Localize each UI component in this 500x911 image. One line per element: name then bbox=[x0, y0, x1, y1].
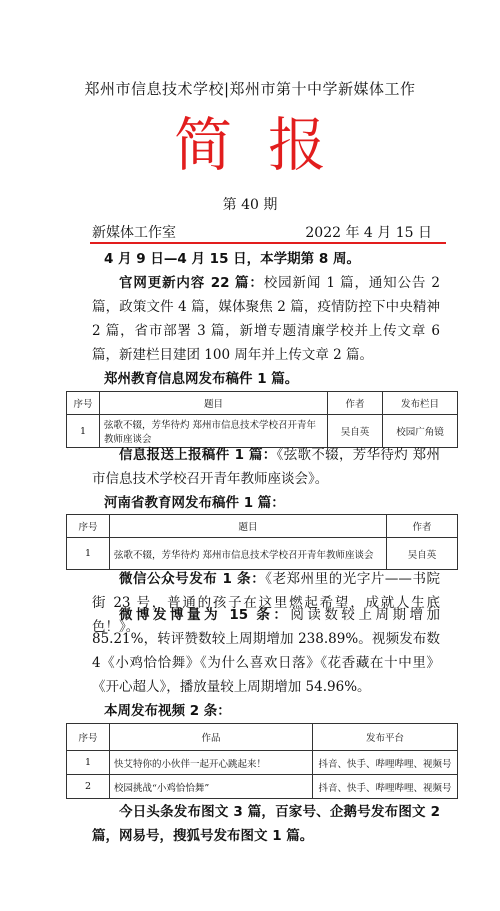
issue-date: 2022 年 4 月 15 日 bbox=[305, 225, 432, 241]
info-report-paragraph bbox=[92, 443, 440, 491]
period-line: 4 月 9 日—4 月 15 日，本学期第 8 周。 bbox=[104, 251, 360, 267]
official-site-text: 校园新闻 1 篇，通知公告 2 篇，政策文件 4 篇，媒体聚焦 2 篇，疫情防控下中央精神 2 篇，省市部署 3 篇，新增专题清廉学校并上传文章 6 篇，新建栏目建团 100 周年并上传文章 2 篇。 bbox=[92, 275, 440, 363]
table-row: 1 弦歌不辍，芳华待灼 郑州市信息技术学校召开青年教师座谈会 吴自英 校园广角镜 bbox=[67, 415, 458, 448]
table-header-row: 序号 题目 作者 发布栏目 bbox=[67, 392, 458, 415]
table-row: 1 弦歌不辍，芳华待灼 郑州市信息技术学校召开青年教师座谈会 吴自英 bbox=[67, 538, 458, 570]
table-row: 2 校园挑战“小鸡恰恰舞” 抖音、快手、哔哩哔哩、视频号 bbox=[67, 775, 458, 799]
page-title: 简报 bbox=[173, 111, 362, 179]
red-divider bbox=[90, 242, 446, 244]
wechat-text: 《老郑州里的光字片——书院街 23 号，普通的孩子在这里燃起希望，成就人生底色！》。 bbox=[92, 571, 441, 635]
wechat-lead: 微信公众号发布 1 条： bbox=[119, 571, 266, 587]
table-row: 1 快艾特你的小伙伴一起开心跳起来！ 抖音、快手、哔哩哔哩、视频号 bbox=[67, 751, 458, 775]
zhengzhou-edu-table bbox=[66, 391, 458, 448]
weibo-lead: 微博发博量为 15 条： bbox=[119, 607, 291, 623]
toutiao-paragraph: 今日头条发布图文 3 篇，百家号、企鹅号发布图文 2 篇，网易号，搜狐号发布图文 1 篇。 bbox=[92, 804, 440, 844]
info-report-lead: 信息报送上报稿件 1 篇： bbox=[119, 447, 277, 463]
office-name: 新媒体工作室 bbox=[92, 225, 176, 241]
info-report-text: 《弦歌不辍，芳华待灼 郑州市信息技术学校召开青年教师座谈会》。 bbox=[92, 447, 440, 487]
zhengzhou-edu-lead: 郑州教育信息网发布稿件 1 篇。 bbox=[104, 371, 299, 387]
table-header-row: 序号 作品 发布平台 bbox=[67, 724, 458, 751]
videos-table bbox=[66, 723, 458, 799]
henan-edu-table bbox=[66, 514, 458, 570]
table-header-row: 序号 题目 作者 bbox=[67, 515, 458, 538]
weibo-paragraph bbox=[92, 603, 440, 699]
henan-edu-lead: 河南省教育网发布稿件 1 篇： bbox=[104, 495, 285, 511]
videos-lead: 本周发布视频 2 条： bbox=[104, 703, 231, 719]
weibo-text: 阅读数较上周期增加 85.21%，转评赞数较上周期增加 238.89%。视频发布数 4《小鸡恰恰舞》《为什么喜欢日落》《花香藏在十中里》《开心超人》，播放量较上周期增加 54.96%。 bbox=[92, 607, 441, 695]
org-line: 郑州市信息技术学校|郑州市第十中学新媒体工作 bbox=[84, 80, 416, 98]
issue-number: 第 40 期 bbox=[222, 197, 278, 213]
official-site-lead: 官网更新内容 22 篇： bbox=[119, 275, 264, 291]
official-site-paragraph bbox=[92, 271, 440, 367]
